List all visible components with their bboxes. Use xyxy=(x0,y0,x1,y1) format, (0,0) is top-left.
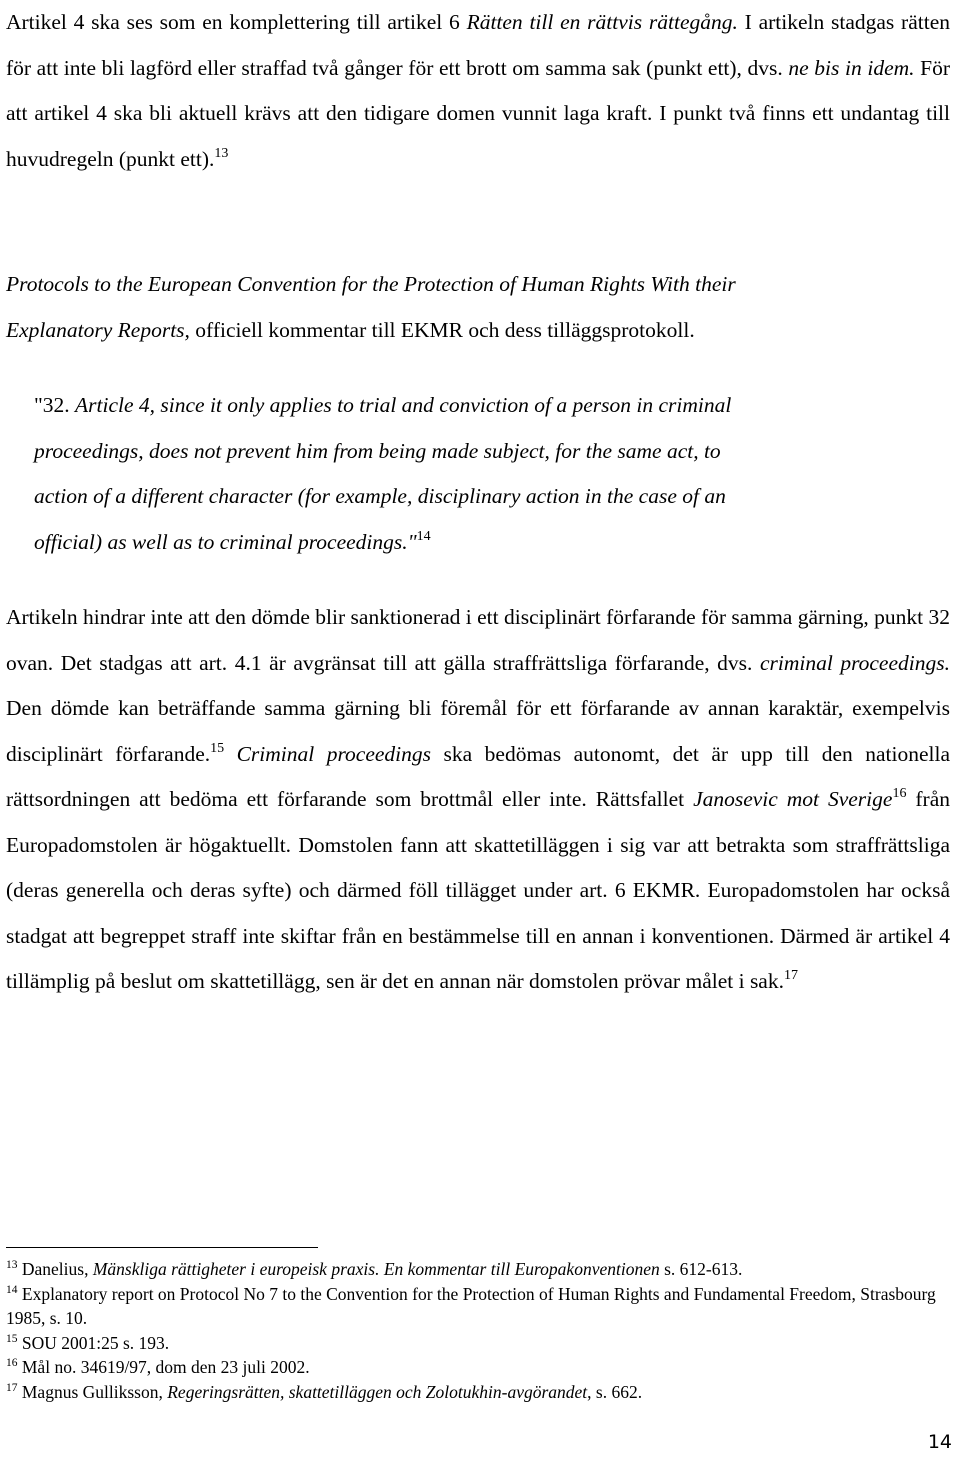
italic-text: Explanatory Reports, xyxy=(6,317,190,342)
italic-text: Regeringsrätten, skattetilläggen och Zolotukhin-avgörandet xyxy=(167,1381,588,1402)
paragraph-protocols xyxy=(6,262,950,353)
italic-text: action of a different character (for example, disciplinary action in the case of an xyxy=(34,484,726,508)
text: Explanatory report on Protocol No 7 to the Convention for the Protection of Human Rights and Fundamental Freedom, Strasbourg 1985, s. 10. xyxy=(6,1283,936,1328)
footnote-ref-15[interactable]: 15 xyxy=(210,740,225,756)
text xyxy=(224,742,236,766)
italic-text: official) as well as to criminal proceedings." xyxy=(34,529,417,554)
text: Artikeln hindrar inte att den dömde blir sanktionerad i ett disciplinärt förfarande för samma gärning, punkt 32 ovan. Det stadgas att art. 4.1 är avgränsat till att gälla straffrättsliga förfarande, dvs. xyxy=(6,605,950,675)
text: Danelius, xyxy=(17,1259,93,1279)
text: ska bedömas autonomt, det är upp till den nationella rättsordningen att bedöma ett förfarande som brottmål eller inte. Rättsfallet xyxy=(6,741,950,811)
text: Magnus Gulliksson, xyxy=(17,1381,168,1402)
italic-text: proceedings, does not prevent him from being made subject, for the same act, to xyxy=(34,438,721,463)
footnote-number: 14 xyxy=(6,1283,18,1296)
italic-text: criminal proceedings. xyxy=(759,650,950,675)
footnote-15 xyxy=(6,1331,950,1356)
text: I artikeln stadgas rätten för att inte bli lagförd eller straffad två gånger för ett brott om samma sak (punkt ett), dvs. xyxy=(6,10,951,80)
text: från Europadomstolen är högaktuellt. Domstolen fann att skattetilläggen i sig var att betrakta som straffrättsliga (deras generella och deras syfte) och därmed föll tillägget under art. 6 EKMR. Europadomstolen har också stadgat att begreppet straff inte skiftar från en bestämmelse till en annan i konventionen. Därmed är artikel 4 tillämplig på beslut om skattetillägg, sen är det en annan när domstolen prövar målet i sak. xyxy=(6,787,950,993)
footnote-number: 13 xyxy=(6,1259,18,1271)
text: , s. 662. xyxy=(587,1381,643,1402)
footnote-16 xyxy=(6,1355,950,1380)
italic-text: Mänskliga rättigheter i europeisk praxis. En kommentar till Europakonventionen xyxy=(92,1259,660,1279)
italic-text: Criminal proceedings xyxy=(236,741,432,766)
italic-text: Janosevic mot Sverige xyxy=(693,787,893,811)
italic-text: Protocols to the European Convention for the Protection of Human Rights With their xyxy=(6,272,736,296)
text: För att artikel 4 ska bli aktuell krävs att den tidigare domen vunnit laga kraft. I punkt två finns ett undantag till huvudregeln (punkt ett). xyxy=(6,55,950,171)
footnote-number: 16 xyxy=(6,1357,18,1369)
footnotes xyxy=(6,1257,950,1404)
footnote-ref-13[interactable]: 13 xyxy=(214,145,229,161)
text: officiell kommentar till EKMR och dess tilläggsprotokoll. xyxy=(189,317,695,342)
text: SOU 2001:25 s. 193. xyxy=(17,1332,170,1353)
italic-text: Rätten till en rättvis rättegång. xyxy=(466,10,738,34)
footnote-separator xyxy=(6,1247,318,1248)
page-number: 14 xyxy=(927,1431,952,1453)
footnote-17 xyxy=(6,1380,950,1405)
text: s. 612-613. xyxy=(659,1259,743,1279)
paragraph-criminal-proceedings xyxy=(6,595,950,1005)
block-quote xyxy=(34,383,894,565)
footnote-ref-14[interactable]: 14 xyxy=(416,528,431,544)
text: "32. xyxy=(34,393,76,417)
footnote-number: 17 xyxy=(6,1381,18,1394)
text: Artikel 4 ska ses som en komplettering till artikel 6 xyxy=(6,10,467,34)
text: Mål no. 34619/97, dom den 23 juli 2002. xyxy=(17,1357,310,1377)
footnote-ref-17[interactable]: 17 xyxy=(783,968,798,983)
paragraph-article-4-intro xyxy=(6,0,950,182)
italic-text: ne bis in idem. xyxy=(788,55,915,80)
footnote-13 xyxy=(6,1257,950,1282)
footnote-14 xyxy=(6,1282,950,1331)
text: Den dömde kan beträffande samma gärning bli föremål för ett förfarande av annan karaktär, exempelvis disciplinärt förfarande. xyxy=(6,696,950,766)
italic-text: Article 4, since it only applies to trial and conviction of a person in criminal xyxy=(75,393,732,417)
footnote-number: 15 xyxy=(6,1332,18,1345)
footnote-ref-16[interactable]: 16 xyxy=(892,786,907,801)
